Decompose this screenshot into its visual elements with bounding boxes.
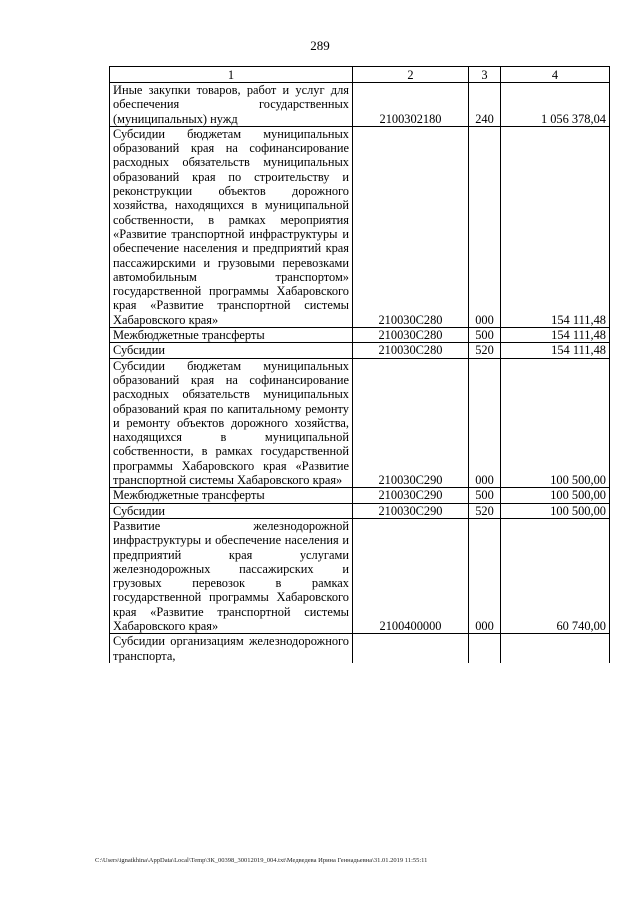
row-expense-type: 500 — [469, 328, 501, 343]
row-amount: 1 056 378,04 — [501, 83, 610, 127]
table-row — [110, 488, 610, 503]
table-row — [110, 126, 610, 327]
file-path-footer: C:\Users\ignatkhina\AppData\Local\Temp\ЗК_00398_30012019_004.txt\Медведева Ирина Геннадьевна\31.01.2019 11:55:11 — [95, 857, 428, 864]
row-expense-type: 500 — [469, 488, 501, 503]
row-description: Субсидии организациям железнодорожного транспорта, — [110, 634, 353, 663]
table-row — [110, 503, 610, 518]
table-row — [110, 343, 610, 358]
table-row — [110, 358, 610, 488]
row-description: Развитие железнодорожной инфраструктуры и обеспечение населения и предприятий края услугами железнодорожных пассажирских и грузовых перевозок в рамках государственной программы Хабаровского края «Развитие транспортной системы Хабаровского края» — [110, 518, 353, 633]
row-amount: 100 500,00 — [501, 503, 610, 518]
row-target-code: 210030С280 — [353, 343, 469, 358]
row-target-code: 210030С280 — [353, 126, 469, 327]
column-header-2: 2 — [353, 67, 469, 83]
row-description: Субсидии бюджетам муниципальных образований края на софинансирование расходных обязательств муниципальных образований края по капитальному ремонту и ремонту объектов дорожного хозяйства, находящихся в муниципальной собственности, в рамках государственной программы Хабаровского края «Развитие транспортной системы Хабаровского края» — [110, 358, 353, 488]
row-description: Субсидии — [110, 503, 353, 518]
column-header-3: 3 — [469, 67, 501, 83]
row-expense-type: 000 — [469, 518, 501, 633]
row-expense-type: 240 — [469, 83, 501, 127]
row-expense-type: 000 — [469, 358, 501, 488]
table-row — [110, 328, 610, 343]
table-row — [110, 83, 610, 127]
table-row-continued — [110, 634, 610, 663]
row-target-code — [353, 634, 469, 663]
row-amount: 100 500,00 — [501, 488, 610, 503]
row-expense-type — [469, 634, 501, 663]
row-amount: 60 740,00 — [501, 518, 610, 633]
row-description: Иные закупки товаров, работ и услуг для обеспечения государственных (муниципальных) нужд — [110, 83, 353, 127]
row-target-code: 2100400000 — [353, 518, 469, 633]
row-target-code: 210030С290 — [353, 358, 469, 488]
row-description: Субсидии бюджетам муниципальных образований края на софинансирование расходных обязательств муниципальных образований края по строительству и реконструкции объектов дорожного хозяйства, находящихся в муниципальной собственности, в рамках мероприятия «Развитие транспортной инфраструктуры и обеспечение населения и предприятий края пассажирскими и грузовыми перевозками автомобильным транспортом» государственной программы Хабаровского края «Развитие транспортной системы Хабаровского края» — [110, 126, 353, 327]
row-amount: 100 500,00 — [501, 358, 610, 488]
column-header-1: 1 — [110, 67, 353, 83]
row-description: Межбюджетные трансферты — [110, 488, 353, 503]
page-number: 289 — [310, 38, 330, 53]
table-header-row — [110, 67, 610, 83]
row-description: Субсидии — [110, 343, 353, 358]
row-target-code: 210030С280 — [353, 328, 469, 343]
row-amount: 154 111,48 — [501, 126, 610, 327]
row-expense-type: 000 — [469, 126, 501, 327]
row-target-code: 210030С290 — [353, 488, 469, 503]
budget-table — [109, 66, 610, 663]
row-description: Межбюджетные трансферты — [110, 328, 353, 343]
row-target-code: 210030С290 — [353, 503, 469, 518]
table-row — [110, 518, 610, 633]
row-target-code: 2100302180 — [353, 83, 469, 127]
row-amount: 154 111,48 — [501, 328, 610, 343]
row-expense-type: 520 — [469, 343, 501, 358]
row-amount: 154 111,48 — [501, 343, 610, 358]
row-amount — [501, 634, 610, 663]
row-expense-type: 520 — [469, 503, 501, 518]
column-header-4: 4 — [501, 67, 610, 83]
